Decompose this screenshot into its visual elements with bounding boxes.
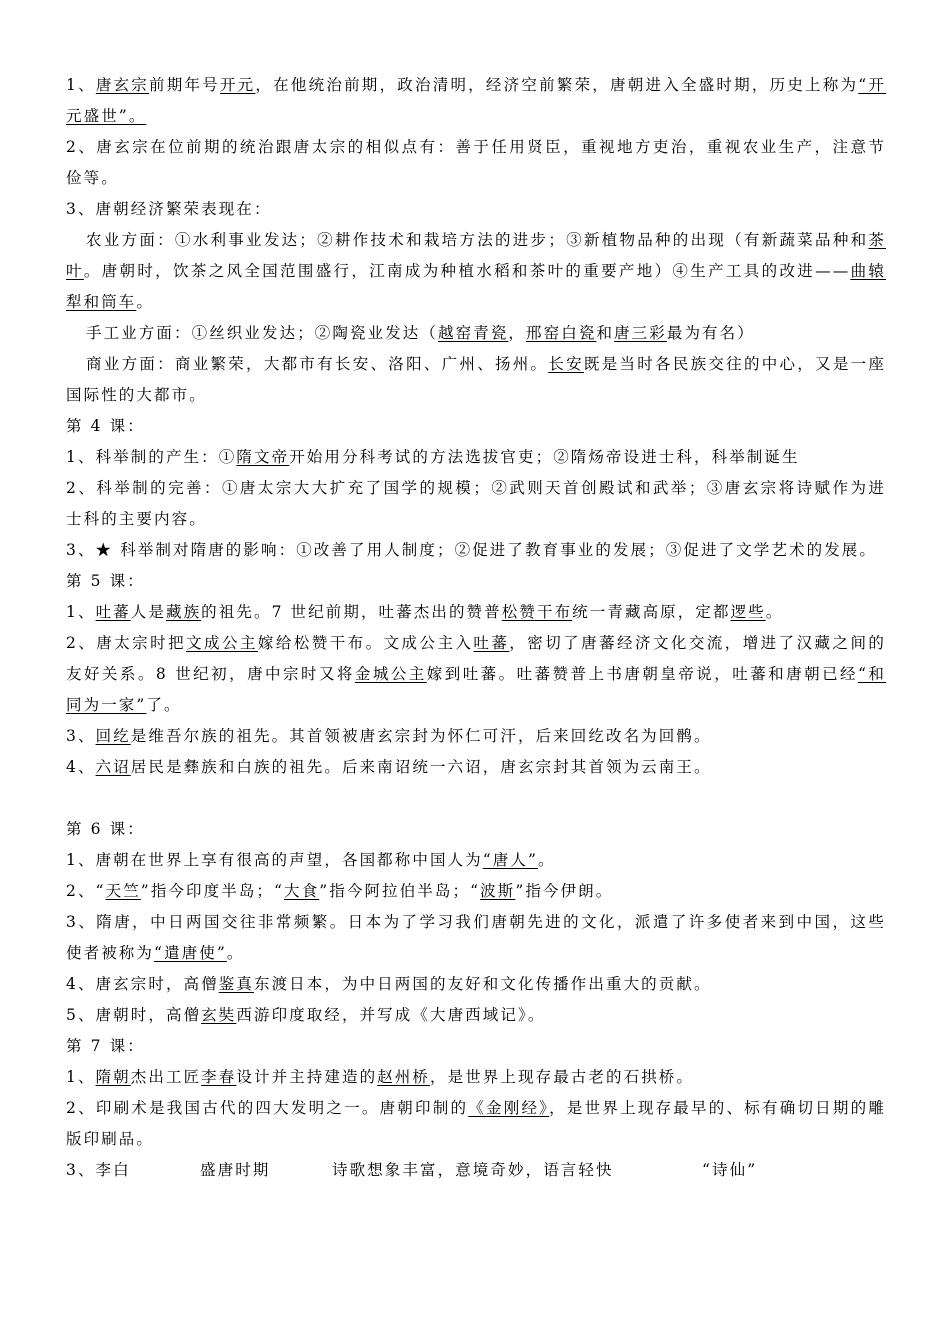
- text: 3、: [66, 727, 96, 745]
- lesson6-item-2: [66, 876, 886, 907]
- text: 1、唐朝在世界上享有很高的声望，各国都称中国人为: [66, 851, 483, 869]
- text: ，在他统治前期，政治清明，经济空前繁荣，唐朝进入全盛时期，历史上称为: [255, 76, 859, 94]
- lesson5-item-1: [66, 597, 886, 628]
- keyword: “和同为一家”: [66, 665, 887, 714]
- keyword: 回纥: [95, 727, 131, 745]
- keyword: 藏族: [165, 603, 202, 621]
- poet-style: 诗歌想象丰富，意境奇妙，语言轻快: [332, 1161, 614, 1179]
- lesson4-item-3: 3、★ 科举制对隋唐的影响：①改善了用人制度；②促进了教育事业的发展；③促进了文学艺术的发展。: [66, 541, 877, 559]
- keyword: 茶叶: [66, 231, 886, 280]
- document-page: [66, 70, 886, 1186]
- text: 设计并主持建造的: [236, 1068, 378, 1086]
- text: ”指今伊朗。: [515, 882, 614, 900]
- lesson5-item-3: [66, 721, 886, 752]
- text: ，是世界上现存最古老的石拱桥。: [430, 1068, 695, 1086]
- keyword: 金城公主: [354, 665, 427, 683]
- text: 嫁到吐蕃。吐蕃赞普上书唐朝皇帝说，吐蕃和唐朝已经: [426, 665, 859, 683]
- keyword: 唐三彩: [614, 324, 667, 342]
- keyword: “唐人”: [482, 851, 539, 869]
- keyword: 吐蕃: [95, 603, 131, 621]
- text: 杰出工匠: [130, 1068, 202, 1086]
- blank-line: [66, 783, 886, 814]
- keyword: “遣唐使”: [154, 944, 227, 962]
- lesson4-item-2: 2、科举制的完善：①唐太宗大大扩充了国学的规模；②武则天首创殿试和武举；③唐玄宗将诗赋作为进士科的主要内容。: [66, 479, 886, 528]
- keyword: 隋朝: [95, 1068, 131, 1086]
- keyword: 松赞干布: [501, 603, 573, 621]
- text: 统一青藏高原，定都: [572, 603, 731, 621]
- text: 。: [538, 851, 556, 869]
- text: 嫁给松赞干布。文成公主入: [257, 634, 474, 652]
- text: 1、科举制的产生：①: [66, 448, 237, 466]
- lesson7-item-3: [66, 1155, 886, 1186]
- text: 手工业方面：①丝织业发达；②陶瓷业发达（: [86, 324, 439, 342]
- keyword: 大食: [284, 882, 320, 900]
- keyword: 逻些: [730, 603, 766, 621]
- keyword: 波斯: [480, 882, 516, 900]
- text: ，: [508, 324, 527, 342]
- text: 的祖先。7 世纪前期，吐蕃杰出的赞普: [201, 603, 502, 621]
- commerce-paragraph: [66, 349, 886, 411]
- text: 和: [596, 324, 615, 342]
- keyword: “开元盛世”。: [66, 76, 887, 125]
- text: 1、: [66, 1068, 96, 1086]
- keyword: 玄奘: [201, 1006, 237, 1024]
- text: 前期年号: [149, 76, 220, 94]
- text: 最为有名）: [666, 324, 755, 342]
- handicraft-paragraph: [66, 318, 886, 349]
- text: 居民是彝族和白族的祖先。后来南诏统一六诏，唐玄宗封其首领为云南王。: [130, 758, 712, 776]
- lesson3-item-2: 2、唐玄宗在位前期的统治跟唐太宗的相似点有：善于任用贤臣，重视地方吏治，重视农业生产，注意节俭等。: [66, 138, 886, 187]
- text: 2、唐太宗时把: [66, 634, 187, 652]
- poet-period: 盛唐时期: [200, 1161, 271, 1179]
- text: 东渡日本，为中日两国的友好和文化传播作出重大的贡献。: [253, 975, 712, 993]
- lesson6-item-4: [66, 969, 886, 1000]
- lesson3-item-3: 3、唐朝经济繁荣表现在：: [66, 200, 272, 218]
- text: ，密切了唐蕃经济文化交流，增进了汉藏之间的友好关系。8 世纪初，唐中宗时又将: [66, 634, 887, 683]
- text: 商业方面：商业繁荣，大都市有长安、洛阳、广州、扬州。: [86, 355, 549, 373]
- keyword: 赵州桥: [377, 1068, 430, 1086]
- text: 3、隋唐，中日两国交往非常频繁。日本为了学习我们唐朝先进的文化，派遣了许多使者来到中国，这些使者被称为: [66, 913, 886, 962]
- text: ”指今阿拉伯半岛；“: [319, 882, 481, 900]
- text: 。: [226, 944, 245, 962]
- text: 开始用分科考试的方法选拔官吏；②隋炀帝设进士科，科举制诞生: [289, 448, 800, 466]
- text: ”指今印度半岛；“: [140, 882, 285, 900]
- text: 4、: [66, 758, 96, 776]
- text: 既是当时各民族交往的中心，又是一座国际性的大都市。: [66, 355, 887, 404]
- text: 人是: [130, 603, 166, 621]
- poet-name: 3、李白: [66, 1161, 131, 1179]
- text: ，是世界上现存最早的、标有确切日期的雕版印刷品。: [66, 1099, 886, 1148]
- text: 了。: [146, 696, 182, 714]
- text: 2、印刷术是我国古代的四大发明之一。唐朝印制的: [66, 1099, 469, 1117]
- text: 。: [765, 603, 784, 621]
- keyword: 六诏: [95, 758, 131, 776]
- lesson6-heading: 第 6 课：: [66, 820, 145, 838]
- text: 。唐朝时，饮茶之风全国范围盛行，江南成为种植水稻和茶叶的重要产地）④生产工具的改进——: [83, 262, 851, 280]
- lesson5-item-2: [66, 628, 886, 721]
- keyword: 鉴真: [218, 975, 254, 993]
- text: 农业方面：①水利事业发达；②耕作技术和栽培方法的进步；③新植物品种的出现（有新蔬菜品种和: [86, 231, 869, 249]
- poet-title: “诗仙”: [702, 1161, 758, 1179]
- keyword: 开元: [219, 76, 256, 94]
- keyword: 越窑青瓷: [438, 324, 509, 342]
- lesson4-heading: 第 4 课：: [66, 417, 145, 435]
- lesson6-item-3: [66, 907, 886, 969]
- keyword: 曲辕犁和筒车: [66, 262, 886, 311]
- text: 4、唐玄宗时，高僧: [66, 975, 219, 993]
- keyword: 文成公主: [186, 634, 258, 652]
- keyword: 长安: [548, 355, 584, 373]
- text: 。: [136, 293, 155, 311]
- keyword: 吐蕃: [473, 634, 510, 652]
- text: 5、唐朝时，高僧: [66, 1006, 202, 1024]
- lesson7-item-1: [66, 1062, 886, 1093]
- keyword: 天竺: [105, 882, 141, 900]
- text: 西游印度取经，并写成《大唐西域记》。: [236, 1006, 546, 1024]
- lesson7-item-2: [66, 1093, 886, 1155]
- keyword: 邢窑白瓷: [526, 324, 597, 342]
- text: 是维吾尔族的祖先。其首领被唐玄宗封为怀仁可汗，后来回纥改名为回鹘。: [130, 727, 712, 745]
- lesson7-heading: 第 7 课：: [66, 1037, 145, 1055]
- lesson4-item-1: [66, 442, 886, 473]
- keyword: 隋文帝: [236, 448, 290, 466]
- text: 1、: [66, 76, 96, 94]
- agriculture-paragraph: [66, 225, 886, 318]
- lesson6-item-1: [66, 845, 886, 876]
- keyword: 李春: [201, 1068, 237, 1086]
- lesson6-item-5: [66, 1000, 886, 1031]
- text: 1、: [66, 603, 96, 621]
- text: 2、“: [66, 882, 106, 900]
- keyword: 《金刚经》: [468, 1099, 550, 1117]
- keyword: 唐玄宗: [95, 76, 150, 94]
- lesson5-heading: 第 5 课：: [66, 572, 145, 590]
- lesson3-item-1: [66, 70, 886, 132]
- lesson5-item-4: [66, 752, 886, 783]
